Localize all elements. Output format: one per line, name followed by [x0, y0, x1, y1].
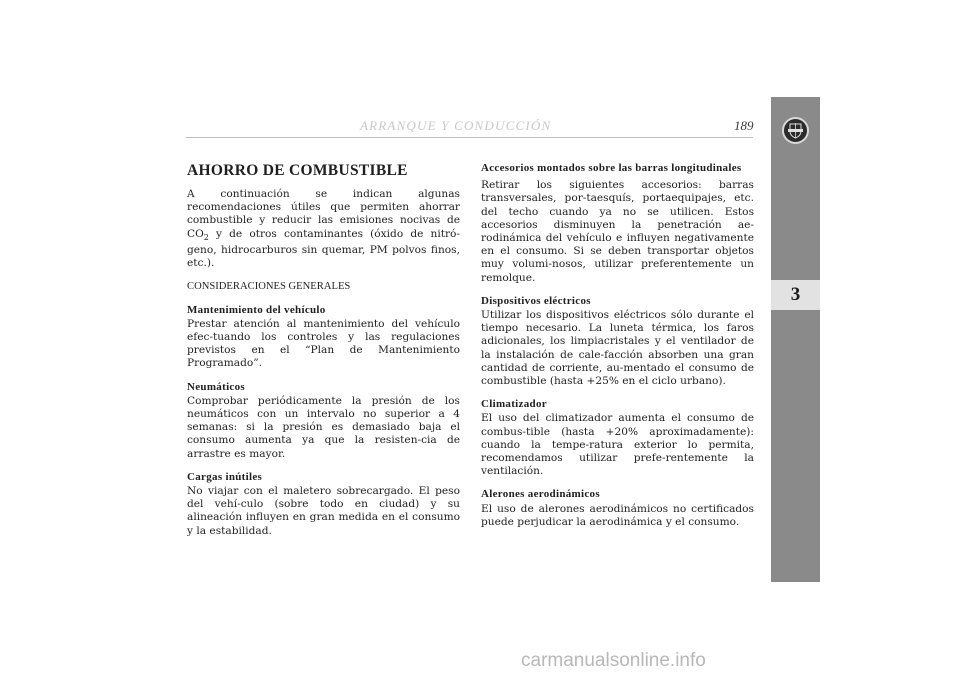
left-column — [187, 162, 460, 548]
paragraph-cargas: No viajar con el maletero sobrecargado. El peso del vehí-culo (sobre todo en ciudad) y su alineación influyen en gran medida en el consumo y la estabilidad. — [187, 484, 460, 537]
running-header-title: ARRANQUE Y CONDUCCIÓN — [360, 118, 552, 133]
chapter-sidebar — [771, 97, 820, 582]
paragraph-mantenimiento: Prestar atención al mantenimiento del vehículo efec-tuando los controles y las regulaciones previstos en el “Plan de Mantenimiento Programado”. — [187, 317, 460, 370]
chapter-number-tab[interactable]: 3 — [771, 280, 820, 310]
heading-mantenimiento: Mantenimiento del vehículo — [187, 303, 326, 316]
header-divider — [186, 137, 753, 138]
right-column — [481, 162, 754, 539]
paragraph-climatizador: El uso del climatizador aumenta el consumo de combus-tible (hasta +20% aproximadamente): cuando la tempe-ratura exterior lo permita, recomendamos utilizar prefe-rentemente la ventilación. — [481, 412, 754, 478]
heading-neumaticos: Neumáticos — [187, 380, 245, 393]
paragraph-alerones: El uso de alerones aerodinámicos no certificados puede perjudicar la aerodinámica y el consumo. — [481, 502, 754, 528]
paragraph-accesorios: Retirar los siguientes accesorios: barras transversales, por-taesquís, portaequipajes, etc. del techo cuando ya no se utilicen. Estos accesorios disminuyen la penetración ae-rodinámica del vehículo e influyen negativamente en el consumo. Si se deben transportar objetos muy volumi-nosos, utilizar preferentemente un remolque. — [481, 179, 754, 284]
heading-dispositivos: Dispositivos eléctricos — [481, 294, 591, 307]
page-number: 189 — [734, 118, 754, 133]
heading-alerones: Alerones aerodinámicos — [481, 488, 600, 501]
intro-paragraph: A continuación se indican algunas recomendaciones útiles que permiten ahorrar combustible y reducir las emisiones nocivas de $CO_2$ y de otros contaminantes (óxido de nitró-geno, hidrocarburos sin quemar, PM polvos finos, etc.). — [187, 188, 460, 270]
heading-climatizador: Climatizador — [481, 398, 547, 411]
section-title: AHORRO DE COMBUSTIBLE — [187, 162, 408, 179]
heading-cargas: Cargas inútiles — [187, 470, 263, 483]
subsection-label: CONSIDERACIONES GENERALES — [187, 281, 351, 293]
paragraph-neumaticos: Comprobar periódicamente la presión de los neumáticos con un intervalo no superior a 4 semanas: si la presión es demasiado baja el consumo aumenta ya que la resisten-cia de arrastre es mayor. — [187, 394, 460, 460]
heading-accesorios: Accesorios montados sobre las barras longitudinales — [481, 162, 742, 174]
paragraph-dispositivos: Utilizar los dispositivos eléctricos sólo durante el tiempo necesario. La luneta térmica, los faros adicionales, los limpiacristales y el ventilador de la instalación de cale-facción absorben una gran cantidad de corriente, au-mentado el consumo de combustible (hasta +25% en el ciclo urbano). — [481, 309, 754, 388]
watermark-text: carmanualsonline.info — [521, 650, 706, 671]
lancia-logo-shape — [784, 119, 807, 142]
lancia-logo-icon — [782, 117, 809, 144]
